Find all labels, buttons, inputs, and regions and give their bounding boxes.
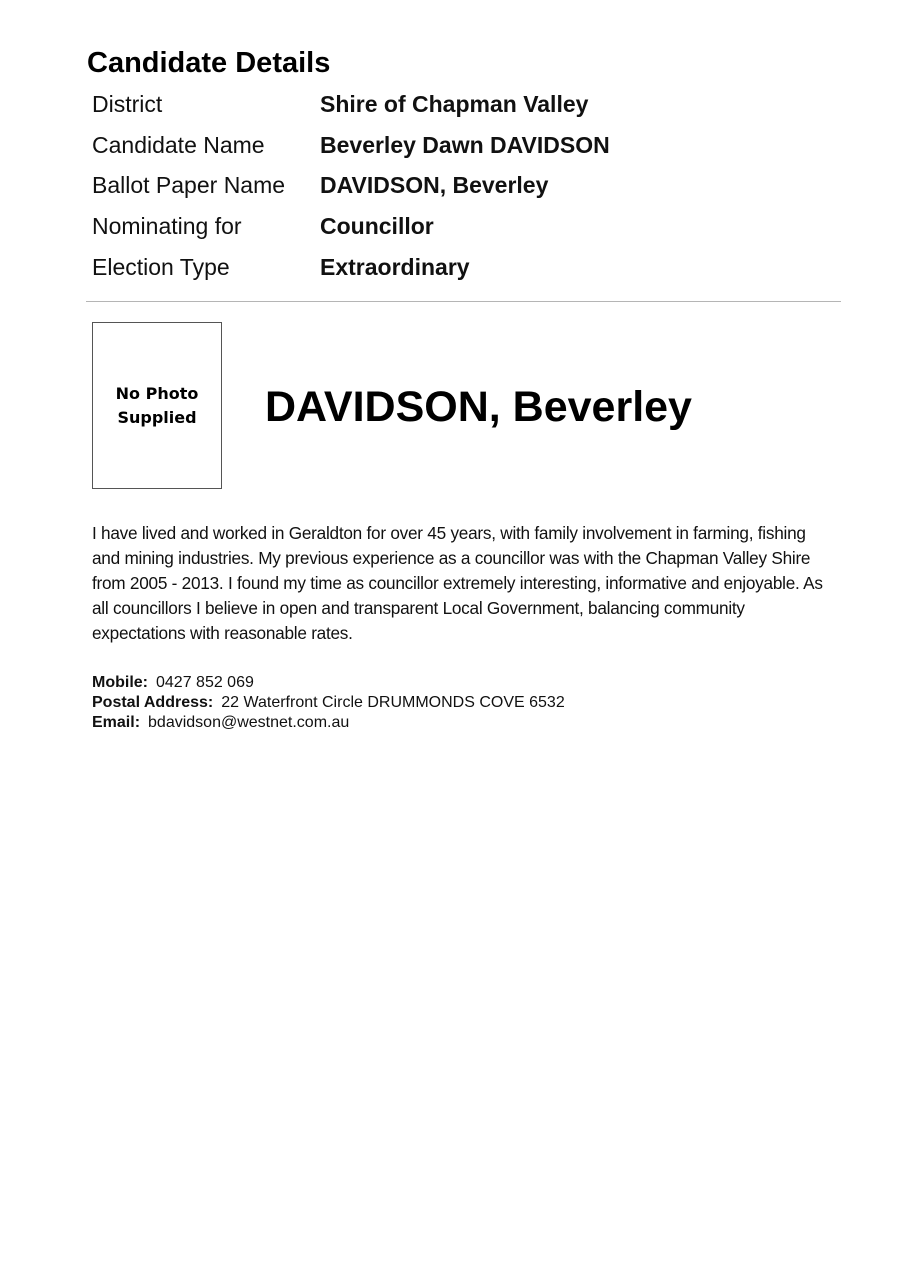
detail-label: Candidate Name bbox=[92, 131, 265, 158]
detail-value: DAVIDSON, Beverley bbox=[320, 172, 549, 199]
address-label: Postal Address: bbox=[92, 694, 214, 711]
candidate-details-table bbox=[92, 84, 792, 287]
detail-label: Ballot Paper Name bbox=[92, 172, 286, 199]
page-title: Candidate Details bbox=[87, 47, 331, 79]
detail-label: District bbox=[92, 90, 163, 117]
contact-row-email bbox=[92, 713, 565, 733]
detail-row-ballot-paper-name bbox=[92, 165, 792, 206]
address-value: 22 Waterfront Circle DRUMMONDS COVE 6532 bbox=[221, 694, 565, 711]
mobile-label: Mobile: bbox=[92, 674, 148, 691]
no-photo-text-line1: No Photo bbox=[115, 383, 199, 403]
mobile-value: 0427 852 069 bbox=[156, 674, 254, 691]
candidate-statement: I have lived and worked in Geraldton for over 45 years, with family involvement in farming, fishing and mining industries. My previous experience as a councillor was with the Chapman Valley Shire from 2005 - 2013. I found my time as councillor extremely interesting, informative and enjoyable. As all councillors I believe in open and transparent Local Government, balancing community expectations with reasonable rates. bbox=[92, 523, 823, 643]
candidate-photo-placeholder bbox=[92, 322, 222, 489]
contact-details bbox=[92, 673, 565, 733]
detail-label: Nominating for bbox=[92, 212, 242, 239]
section-divider bbox=[86, 301, 841, 302]
contact-row-mobile bbox=[92, 673, 565, 693]
detail-row-election-type bbox=[92, 247, 792, 288]
candidate-display-name: DAVIDSON, Beverley bbox=[265, 383, 692, 431]
detail-row-district bbox=[92, 84, 792, 125]
detail-row-nominating-for bbox=[92, 206, 792, 247]
detail-value: Beverley Dawn DAVIDSON bbox=[320, 131, 610, 158]
email-label: Email: bbox=[92, 714, 141, 731]
email-value: bdavidson@westnet.com.au bbox=[148, 714, 350, 731]
detail-value: Extraordinary bbox=[320, 253, 470, 280]
detail-row-candidate-name bbox=[92, 125, 792, 166]
no-photo-text-line2: Supplied bbox=[117, 407, 197, 427]
detail-label: Election Type bbox=[92, 253, 230, 280]
detail-value: Councillor bbox=[320, 212, 434, 239]
contact-row-address bbox=[92, 693, 565, 713]
detail-value: Shire of Chapman Valley bbox=[320, 90, 589, 117]
